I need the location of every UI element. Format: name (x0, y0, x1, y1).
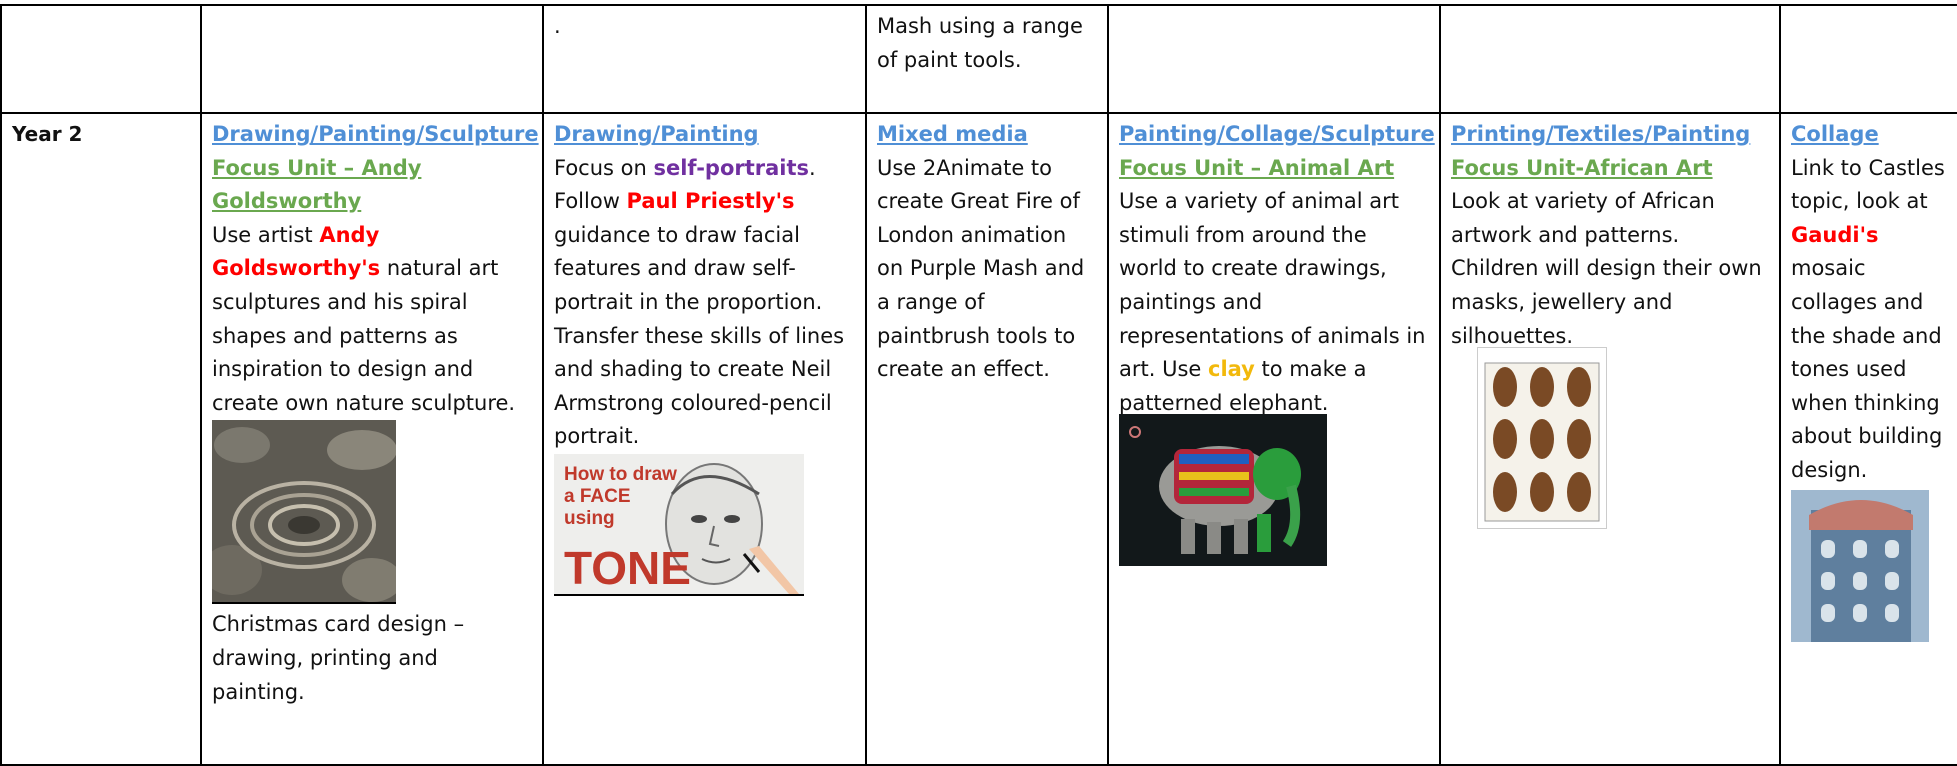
collage-cell (1780, 113, 1957, 765)
unit-description: Use 2Animate to create Great Fire of London animation on Purple Mash and a range of paintbrush tools to create an effect. (877, 155, 1085, 382)
unit-heading-link[interactable]: Collage (1791, 122, 1879, 146)
text-span: Use artist (212, 222, 320, 247)
image-caption-line: TONE (564, 541, 691, 594)
casa-batllo-image (1791, 490, 1929, 642)
unit-heading-link[interactable]: Drawing/Painting/Sculpture (212, 122, 539, 146)
focus-unit-link[interactable]: Focus Unit – Andy Goldsworthy (212, 155, 422, 214)
printing-textiles-painting-cell (1440, 113, 1780, 765)
table-cell (543, 5, 866, 113)
cell-text: Mash using a range of paint tools. (877, 14, 1083, 72)
table-cell (1440, 5, 1780, 113)
art-curriculum-table (0, 4, 1957, 766)
unit-heading-link[interactable]: Printing/Textiles/Painting (1451, 122, 1751, 146)
artist-name: Paul Priestly's (626, 189, 795, 214)
african-masks-worksheet-image (1477, 347, 1607, 529)
highlight-text: clay (1208, 357, 1255, 382)
patterned-elephant-image (1119, 414, 1327, 566)
table-cell (1780, 5, 1957, 113)
text-span: natural art sculptures and his spiral shapes and patterns as inspiration to design and create own nature sculpture. (212, 256, 516, 415)
unit-description (1119, 185, 1429, 420)
unit-description (554, 152, 855, 454)
image-caption-line: using (564, 507, 615, 529)
table-row (1, 113, 1957, 765)
cell-text: . (554, 14, 561, 38)
focus-unit-link[interactable]: Focus Unit-African Art (1451, 155, 1713, 180)
unit-description: Look at variety of African artwork and patterns. Children will design their own masks, jewellery and silhouettes. (1451, 189, 1762, 348)
extra-activity: Christmas card design – drawing, printing and painting. (212, 612, 465, 704)
spiral-stone-sculpture-image (212, 420, 396, 604)
text-span: Focus on (554, 155, 654, 180)
year-label: Year 2 (12, 122, 83, 146)
year-cell (1, 113, 201, 765)
table-cell (866, 5, 1108, 113)
focus-unit-link[interactable]: Focus Unit – Animal Art (1119, 155, 1395, 180)
drawing-painting-sculpture-cell (201, 113, 543, 765)
image-caption-line: How to draw (564, 463, 677, 485)
table-row (1, 5, 1957, 113)
text-span: Use a variety of animal art stimuli from around the world to create drawings, paintings and representations of animals in art. Use (1119, 189, 1426, 382)
unit-heading-link[interactable]: Mixed media (877, 122, 1028, 146)
table-cell (1108, 5, 1440, 113)
painting-collage-sculpture-cell (1108, 113, 1440, 765)
unit-heading-link[interactable]: Painting/Collage/Sculpture (1119, 122, 1435, 146)
table-cell (201, 5, 543, 113)
text-span: Link to Castles topic, look at (1791, 155, 1945, 214)
text-span: mosaic collages and the shade and tones used when thinking about building design. (1791, 256, 1943, 482)
artist-name: Andy Goldsworthy's (212, 222, 381, 281)
unit-description (1791, 152, 1950, 488)
unit-heading-link[interactable]: Drawing/Painting (554, 122, 759, 146)
highlight-text: self-portraits (653, 155, 810, 180)
how-to-draw-face-image (554, 454, 804, 596)
text-span: . Follow (554, 155, 816, 214)
image-caption-line: a FACE (564, 485, 631, 507)
unit-description (212, 219, 532, 421)
drawing-painting-cell (543, 113, 866, 765)
table-cell (1, 5, 201, 113)
text-span: guidance to draw facial features and draw self-portrait in the proportion. Transfer these skills of lines and shading to create Neil Armstrong coloured-pencil portrait. (554, 222, 845, 449)
artist-name: Gaudi's (1791, 222, 1879, 247)
mixed-media-cell (866, 113, 1108, 765)
text-span: to make a patterned elephant. (1119, 357, 1367, 415)
